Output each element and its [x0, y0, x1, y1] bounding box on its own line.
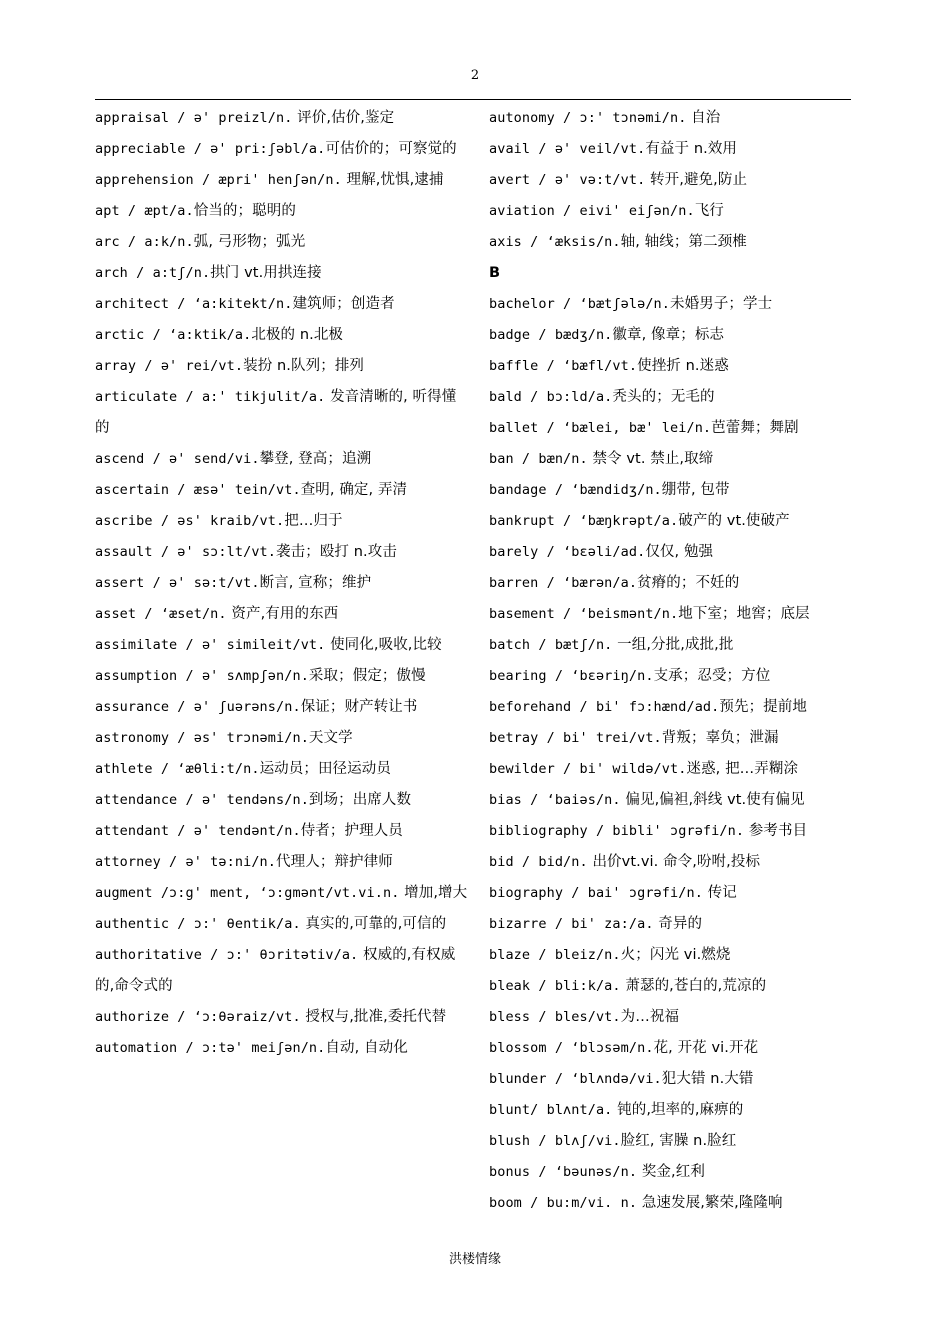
entry-definition: 拱门 vt.用拱连接	[210, 265, 322, 281]
entry-definition: 预先；提前地	[719, 699, 807, 715]
entry-definition: 迷惑, 把…弄糊涂	[686, 761, 799, 777]
entry-definition: 火；闪光 vi.燃烧	[620, 947, 731, 963]
entry-headword: basement / ‘beismənt/n.	[489, 606, 679, 622]
dictionary-entry	[489, 444, 854, 475]
dictionary-entry	[95, 351, 470, 382]
entry-definition: 徽章, 像章；标志	[612, 327, 725, 343]
entry-headword: automation / ɔ:tə' meiʃən/n.	[95, 1040, 326, 1056]
dictionary-entry	[95, 661, 470, 692]
dictionary-entry	[489, 413, 854, 444]
dictionary-entry	[489, 785, 854, 816]
dictionary-entry	[95, 754, 470, 785]
dictionary-entry	[489, 1033, 854, 1064]
entry-headword: attendant / ə' tendənt/n.	[95, 823, 301, 839]
dictionary-entry	[489, 847, 854, 878]
entry-headword: aviation / eivi' eiʃən/n.	[489, 203, 695, 219]
entry-headword: asset / ‘æset/n.	[95, 606, 227, 622]
dictionary-entry	[489, 878, 854, 909]
entry-definition: 传记	[702, 885, 737, 901]
entry-definition: 萧瑟的,苍白的,荒凉的	[620, 978, 767, 994]
entry-definition: 奖金,红利	[637, 1164, 705, 1180]
entry-headword: authentic / ɔ:' θentik/a.	[95, 916, 301, 932]
entry-definition: 飞行	[694, 203, 724, 219]
entry-definition: 贫瘠的；不妊的	[637, 575, 740, 591]
dictionary-entry	[489, 1126, 854, 1157]
entry-headword: apprehension / æpri' henʃən/n.	[95, 172, 342, 188]
entry-definition: 保证；财产转让书	[300, 699, 418, 715]
dictionary-entry	[489, 599, 854, 630]
entry-headword: bias / ‘baiəs/n.	[489, 792, 621, 808]
dictionary-entry	[489, 1002, 854, 1033]
entry-definition: 脸红, 害臊 n.脸红	[620, 1133, 737, 1149]
entry-definition: 禁令 vt. 禁止,取缔	[587, 451, 714, 467]
dictionary-entry	[489, 227, 854, 258]
entry-definition: 有益于 n.效用	[645, 141, 738, 157]
entry-headword: blossom / ‘blɔsəm/n.	[489, 1040, 654, 1056]
entry-definition: 运动员；田径运动员	[259, 761, 391, 777]
entry-headword: assault / ə' sɔ:lt/vt.	[95, 544, 277, 560]
dictionary-entry	[95, 444, 470, 475]
entry-definition: 装扮 n.队列；排列	[243, 358, 365, 374]
entry-definition: 奇异的	[653, 916, 703, 932]
entry-headword: attorney / ə' tə:ni/n.	[95, 854, 277, 870]
entry-headword: barren / ‘bærən/a.	[489, 575, 638, 591]
dictionary-entry	[489, 909, 854, 940]
entry-definition: 为…祝福	[620, 1009, 680, 1025]
entry-headword: bald / bɔ:ld/a.	[489, 389, 613, 405]
entry-definition: 仅仅, 勉强	[645, 544, 714, 560]
entry-headword: batch / bætʃ/n.	[489, 637, 613, 653]
dictionary-entry	[95, 1033, 470, 1064]
entry-definition: 采取；假定；傲慢	[308, 668, 426, 684]
entry-definition: 授权与,批准,委托代替	[300, 1009, 447, 1025]
entry-headword: blunt/ blʌnt/a.	[489, 1102, 613, 1118]
entry-definition: 评价,估价,鉴定	[292, 110, 395, 126]
dictionary-entry	[489, 475, 854, 506]
entry-definition: 钝的,坦率的,麻痹的	[612, 1102, 744, 1118]
dictionary-entry	[489, 1064, 854, 1095]
dictionary-entry	[95, 165, 470, 196]
entry-headword: assurance / ə' ʃuərəns/n.	[95, 699, 301, 715]
entry-definition: 偏见,偏袒,斜线 vt.使有偏见	[620, 792, 805, 808]
dictionary-entry	[489, 1157, 854, 1188]
entry-definition: 查明, 确定, 弄清	[300, 482, 408, 498]
entry-headword: bleak / bli:k/a.	[489, 978, 621, 994]
entry-headword: bibliography / bibli' ɔgrəfi/n.	[489, 823, 745, 839]
entry-headword: assimilate / ə' simileit/vt.	[95, 637, 326, 653]
dictionary-entry	[489, 289, 854, 320]
entry-headword: bearing / ‘bɛəriŋ/n.	[489, 668, 654, 684]
entry-definition: 发音清晰的, 听得懂的	[95, 389, 457, 436]
entry-definition: 出价vt.vi. 命令,吩咐,投标	[587, 854, 761, 870]
entry-headword: boom / bu:m/vi. n.	[489, 1195, 638, 1211]
entry-definition: 天文学	[308, 730, 353, 746]
entry-headword: bankrupt / ‘bæŋkrəpt/a.	[489, 513, 679, 529]
entry-headword: baffle / ‘bæfl/vt.	[489, 358, 638, 374]
dictionary-entry	[95, 723, 470, 754]
dictionary-entry	[489, 537, 854, 568]
entry-headword: ascend / ə' send/vi.	[95, 451, 260, 467]
entry-definition: 支承；忍受；方位	[653, 668, 771, 684]
entry-definition: 真实的,可靠的,可信的	[300, 916, 447, 932]
entry-headword: athlete / ‘æθli:t/n.	[95, 761, 260, 777]
dictionary-entry	[489, 630, 854, 661]
dictionary-entry	[95, 692, 470, 723]
dictionary-entry	[95, 475, 470, 506]
entry-headword: axis / ‘æksis/n.	[489, 234, 621, 250]
entry-definition: 背叛；辜负；泄漏	[661, 730, 779, 746]
entry-definition: 花, 开花 vi.开花	[653, 1040, 759, 1056]
entry-headword: arch / a:tʃ/n.	[95, 265, 211, 281]
dictionary-entry	[95, 289, 470, 320]
dictionary-entry	[95, 320, 470, 351]
entry-headword: blush / blʌʃ/vi.	[489, 1133, 621, 1149]
dictionary-entry	[489, 506, 854, 537]
entry-definition: 自治	[686, 110, 721, 126]
entry-headword: barely / ‘bɛəli/ad.	[489, 544, 646, 560]
dictionary-entry	[95, 878, 470, 909]
entry-definition: 恰当的；聪明的	[193, 203, 296, 219]
dictionary-entry	[95, 537, 470, 568]
dictionary-entry	[489, 165, 854, 196]
dictionary-entry	[95, 909, 470, 940]
dictionary-entry	[489, 754, 854, 785]
entry-headword: authorize / ‘ɔ:θəraiz/vt.	[95, 1009, 301, 1025]
entry-definition: 未婚男子；学士	[670, 296, 773, 312]
dictionary-entry	[95, 1002, 470, 1033]
dictionary-entry	[95, 103, 470, 134]
entry-definition: 增加,增大	[399, 885, 468, 901]
entry-headword: appreciable / ə' pri:ʃəbl/a.	[95, 141, 326, 157]
entry-definition: 北极的 n.北极	[251, 327, 344, 343]
entry-definition: 参考书目	[744, 823, 808, 839]
entry-headword: betray / bi' trei/vt.	[489, 730, 662, 746]
entry-definition: 地下室；地窖；底层	[678, 606, 810, 622]
entry-headword: assert / ə' sə:t/vt.	[95, 575, 260, 591]
entry-headword: biography / bai' ɔgrəfi/n.	[489, 885, 703, 901]
entry-headword: astronomy / əs' trɔnəmi/n.	[95, 730, 309, 746]
entry-headword: array / ə' rei/vt.	[95, 358, 244, 374]
entry-headword: beforehand / bi' fɔ:hænd/ad.	[489, 699, 720, 715]
dictionary-entry	[95, 506, 470, 537]
entry-headword: appraisal / ə' preizl/n.	[95, 110, 293, 126]
letter-heading-b: B	[489, 265, 501, 281]
entry-definition: 把…归于	[284, 513, 343, 529]
entry-definition: 代理人；辩护律师	[276, 854, 393, 870]
dictionary-entry	[489, 940, 854, 971]
entry-definition: 急速发展,繁荣,隆隆响	[637, 1195, 783, 1211]
entry-headword: autonomy / ɔ:' tɔnəmi/n.	[489, 110, 687, 126]
entry-headword: assumption / ə' sʌmpʃən/n.	[95, 668, 309, 684]
dictionary-entry	[95, 940, 470, 1002]
entry-headword: bless / bles/vt.	[489, 1009, 621, 1025]
header-rule	[95, 99, 851, 100]
entry-definition: 建筑师；创造者	[292, 296, 395, 312]
dictionary-entry	[489, 971, 854, 1002]
entry-headword: bandage / ‘bændidʒ/n.	[489, 482, 662, 498]
page-number: 2	[470, 68, 480, 83]
dictionary-entry	[95, 568, 470, 599]
dictionary-entry	[95, 847, 470, 878]
entry-definition: 转开,避免,防止	[645, 172, 748, 188]
dictionary-entry	[95, 258, 470, 289]
dictionary-entry	[489, 134, 854, 165]
right-column	[489, 103, 854, 1219]
dictionary-entry	[489, 723, 854, 754]
dictionary-entry	[489, 568, 854, 599]
entry-definition: 侍者；护理人员	[300, 823, 403, 839]
entry-definition: 轴, 轴线；第二颈椎	[620, 234, 747, 250]
entry-definition: 弧, 弓形物；弧光	[193, 234, 306, 250]
entry-headword: ascertain / æsə' tein/vt.	[95, 482, 301, 498]
dictionary-entry	[489, 1188, 854, 1219]
entry-headword: arctic / ‘a:ktik/a.	[95, 327, 252, 343]
dictionary-entry	[95, 227, 470, 258]
entry-definition: 理解,忧惧,逮捕	[341, 172, 444, 188]
entry-headword: ban / bæn/n.	[489, 451, 588, 467]
entry-definition: 秃头的；无毛的	[612, 389, 715, 405]
entry-headword: bonus / ‘bəunəs/n.	[489, 1164, 638, 1180]
entry-headword: badge / bædʒ/n.	[489, 327, 613, 343]
entry-headword: arc / a:k/n.	[95, 234, 194, 250]
entry-definition: 自动, 自动化	[325, 1040, 408, 1056]
entry-definition: 攀登, 登高；追溯	[259, 451, 372, 467]
dictionary-entry	[95, 134, 470, 165]
entry-definition: 资产,有用的东西	[226, 606, 339, 622]
dictionary-entry	[489, 196, 854, 227]
dictionary-entry	[95, 630, 470, 661]
entry-definition: 犯大错 n.大错	[661, 1071, 754, 1087]
entry-headword: blaze / bleiz/n.	[489, 947, 621, 963]
dictionary-entry	[95, 785, 470, 816]
dictionary-entry	[489, 320, 854, 351]
entry-definition: 断言, 宣称；维护	[259, 575, 372, 591]
entry-definition: 使挫折 n.迷惑	[637, 358, 729, 374]
entry-headword: bachelor / ‘bætʃələ/n.	[489, 296, 671, 312]
dictionary-entry	[95, 599, 470, 630]
dictionary-entry	[489, 351, 854, 382]
entry-headword: avail / ə' veil/vt.	[489, 141, 646, 157]
entry-definition: 权威的,有权威的,命令式的	[95, 947, 456, 994]
entry-headword: bewilder / bi' wildə/vt.	[489, 761, 687, 777]
entry-headword: blunder / ‘blʌndə/vi.	[489, 1071, 662, 1087]
entry-definition: 破产的 vt.使破产	[678, 513, 790, 529]
dictionary-entry	[489, 816, 854, 847]
entry-definition: 可估价的；可察觉的	[325, 141, 457, 157]
dictionary-entry	[95, 816, 470, 847]
dictionary-entry	[489, 692, 854, 723]
left-column	[95, 103, 470, 1064]
dictionary-entry	[489, 1095, 854, 1126]
dictionary-entry	[95, 196, 470, 227]
dictionary-entry	[489, 382, 854, 413]
entry-definition: 袭击；殴打 n.攻击	[276, 544, 397, 560]
entry-headword: architect / ‘a:kitekt/n.	[95, 296, 293, 312]
page-footer: 洪楼情缘	[448, 1252, 501, 1267]
entry-headword: apt / æpt/a.	[95, 203, 194, 219]
entry-headword: ascribe / əs' kraib/vt.	[95, 513, 285, 529]
entry-definition: 芭蕾舞；舞剧	[711, 420, 799, 436]
entry-definition: 使同化,吸收,比较	[325, 637, 442, 653]
entry-definition: 一组,分批,成批,批	[612, 637, 734, 653]
entry-definition: 到场；出席人数	[308, 792, 412, 808]
entry-headword: articulate / a:' tikjulit/a.	[95, 389, 326, 405]
entry-headword: bizarre / bi' za:/a.	[489, 916, 654, 932]
dictionary-entry	[95, 382, 470, 444]
dictionary-entry	[489, 661, 854, 692]
dictionary-entry	[489, 103, 854, 134]
entry-headword: avert / ə' və:t/vt.	[489, 172, 646, 188]
entry-headword: authoritative / ɔ:' θɔritətiv/a.	[95, 947, 359, 963]
entry-headword: augment /ɔ:g' ment, ‘ɔ:gmənt/vt.vi.n.	[95, 885, 400, 901]
entry-headword: bid / bid/n.	[489, 854, 588, 870]
entry-headword: attendance / ə' tendəns/n.	[95, 792, 309, 808]
entry-definition: 绷带, 包带	[661, 482, 730, 498]
entry-headword: ballet / ‘bælei, bæ' lei/n.	[489, 420, 712, 436]
